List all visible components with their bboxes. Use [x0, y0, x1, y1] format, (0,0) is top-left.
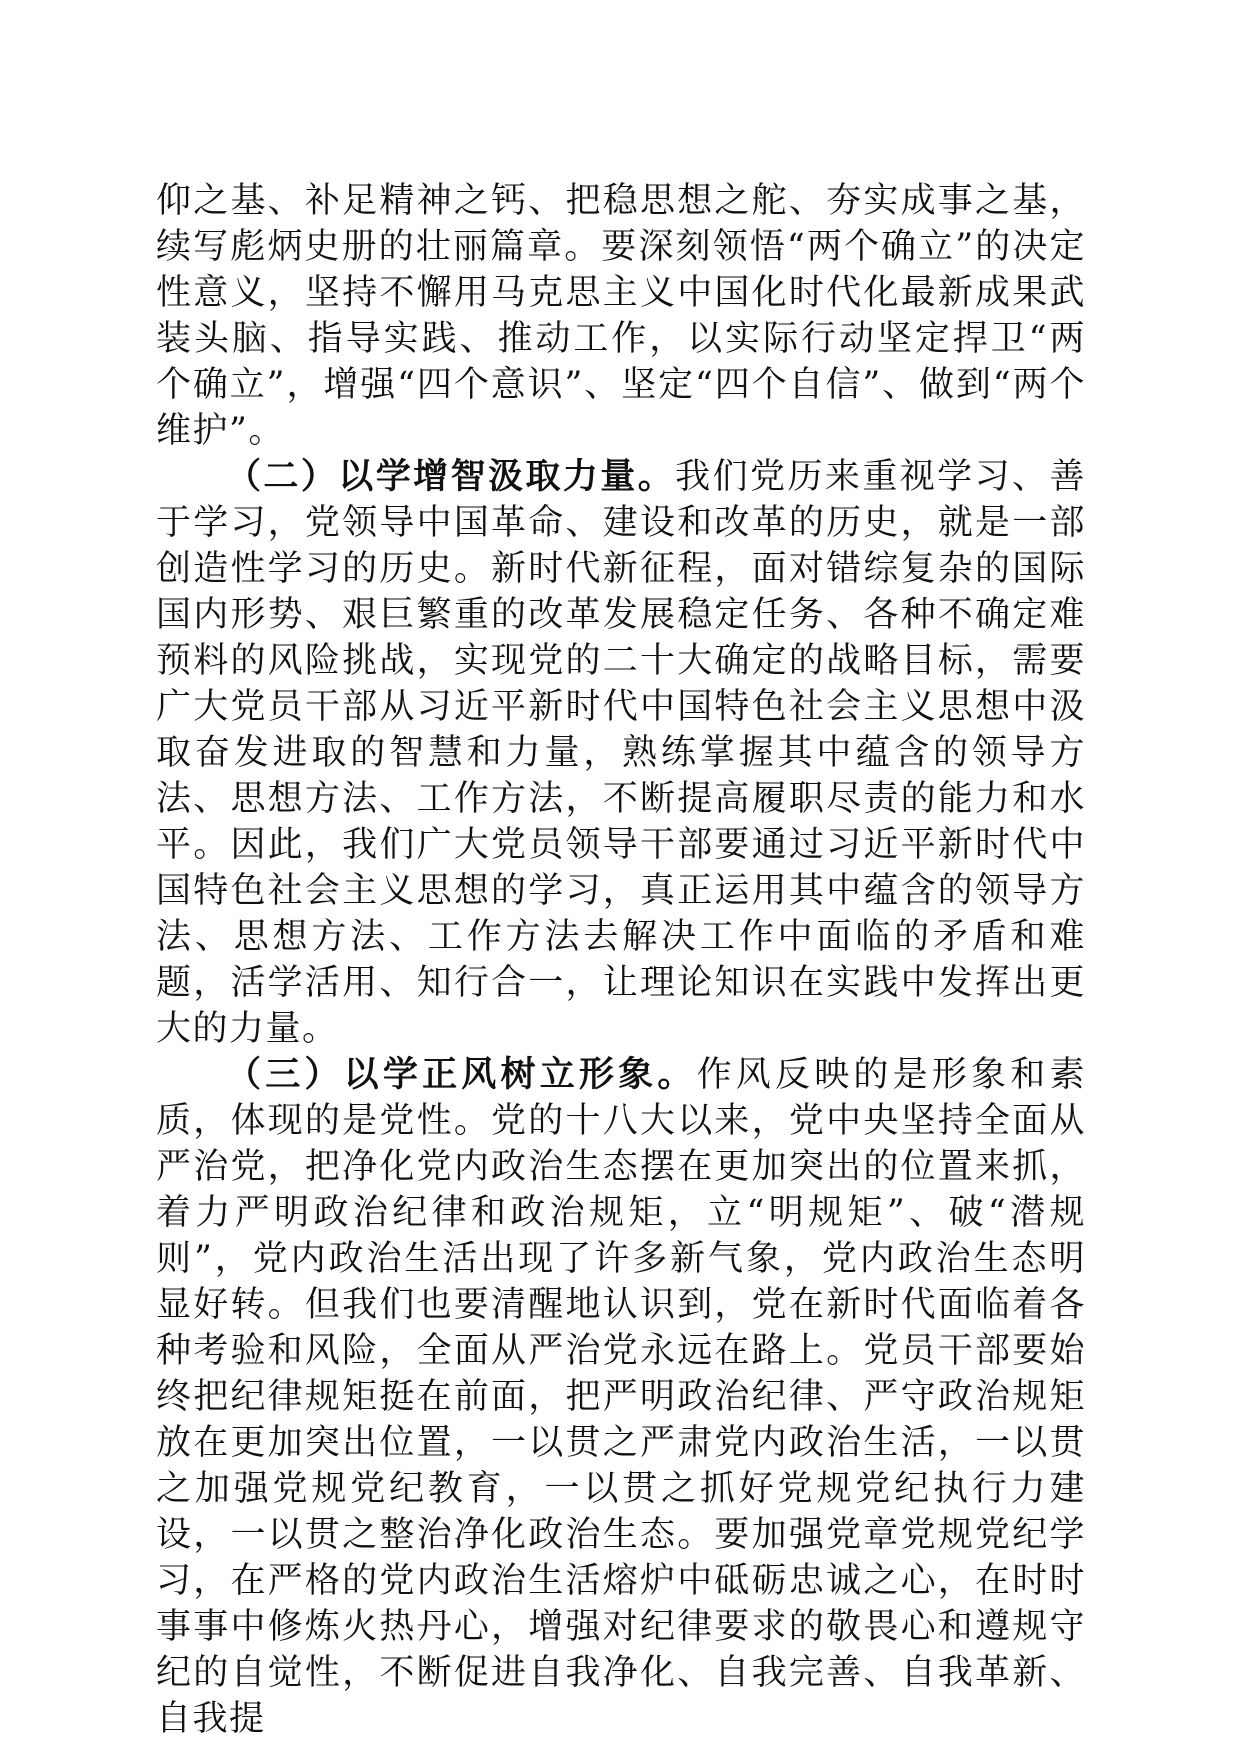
paragraph-body: 作风反映的是形象和素质，体现的是党性。党的十八大以来，党中央坚持全面从严治党，把净化党内政治生态摆在更加突出的位置来抓，着力严明政治纪律和政治规矩，立“明规矩”、破“潜规则”，党内政治生活出现了许多新气象，党内政治生态明显好转。但我们也要清醒地认识到，党在新时代面临着各种考验和风险，全面从严治党永远在路上。党员干部要始终把纪律规矩挺在前面，把严明政治纪律、严守政治规矩放在更加突出位置，一以贯之严肃党内政治生活，一以贯之加强党规党纪教育，一以贯之抓好党规党纪执行力建设，一以贯之整治净化政治生态。要加强党章党规党纪学习，在严格的党内政治生活熔炉中砥砺忠诚之心，在时时事事中修炼火热丹心，增强对纪律要求的敬畏心和遵规守纪的自觉性，不断促进自我净化、自我完善、自我革新、自我提	[156, 1055, 1086, 1739]
paragraph-body: 仰之基、补足精神之钙、把稳思想之舵、夯实成事之基，续写彪炳史册的壮丽篇章。要深刻领悟“两个确立”的决定性意义，坚持不懈用马克思主义中国化时代化最新成果武装头脑、指导实践、推动工作，以实际行动坚定捍卫“两个确立”，增强“四个意识”、坚定“四个自信”、做到“两个维护”。	[156, 181, 1086, 451]
paragraph-continued	[156, 178, 1086, 454]
paragraph-section-2	[156, 454, 1086, 1052]
paragraph-body: 我们党历来重视学习、善于学习，党领导中国革命、建设和改革的历史，就是一部创造性学习的历史。新时代新征程，面对错综复杂的国际国内形势、艰巨繁重的改革发展稳定任务、各种不确定难预料的风险挑战，实现党的二十大确定的战略目标，需要广大党员干部从习近平新时代中国特色社会主义思想中汲取奋发进取的智慧和力量，熟练掌握其中蕴含的领导方法、思想方法、工作方法，不断提高履职尽责的能力和水平。因此，我们广大党员领导干部要通过习近平新时代中国特色社会主义思想的学习，真正运用其中蕴含的领导方法、思想方法、工作方法去解决工作中面临的矛盾和难题，活学活用、知行合一，让理论知识在实践中发挥出更大的力量。	[156, 457, 1086, 1049]
document-page	[156, 178, 1086, 1742]
paragraph-section-3	[156, 1052, 1086, 1742]
section-heading: （二）以学增智汲取力量。	[226, 456, 676, 497]
section-heading: （三）以学正风树立形象。	[226, 1054, 697, 1095]
